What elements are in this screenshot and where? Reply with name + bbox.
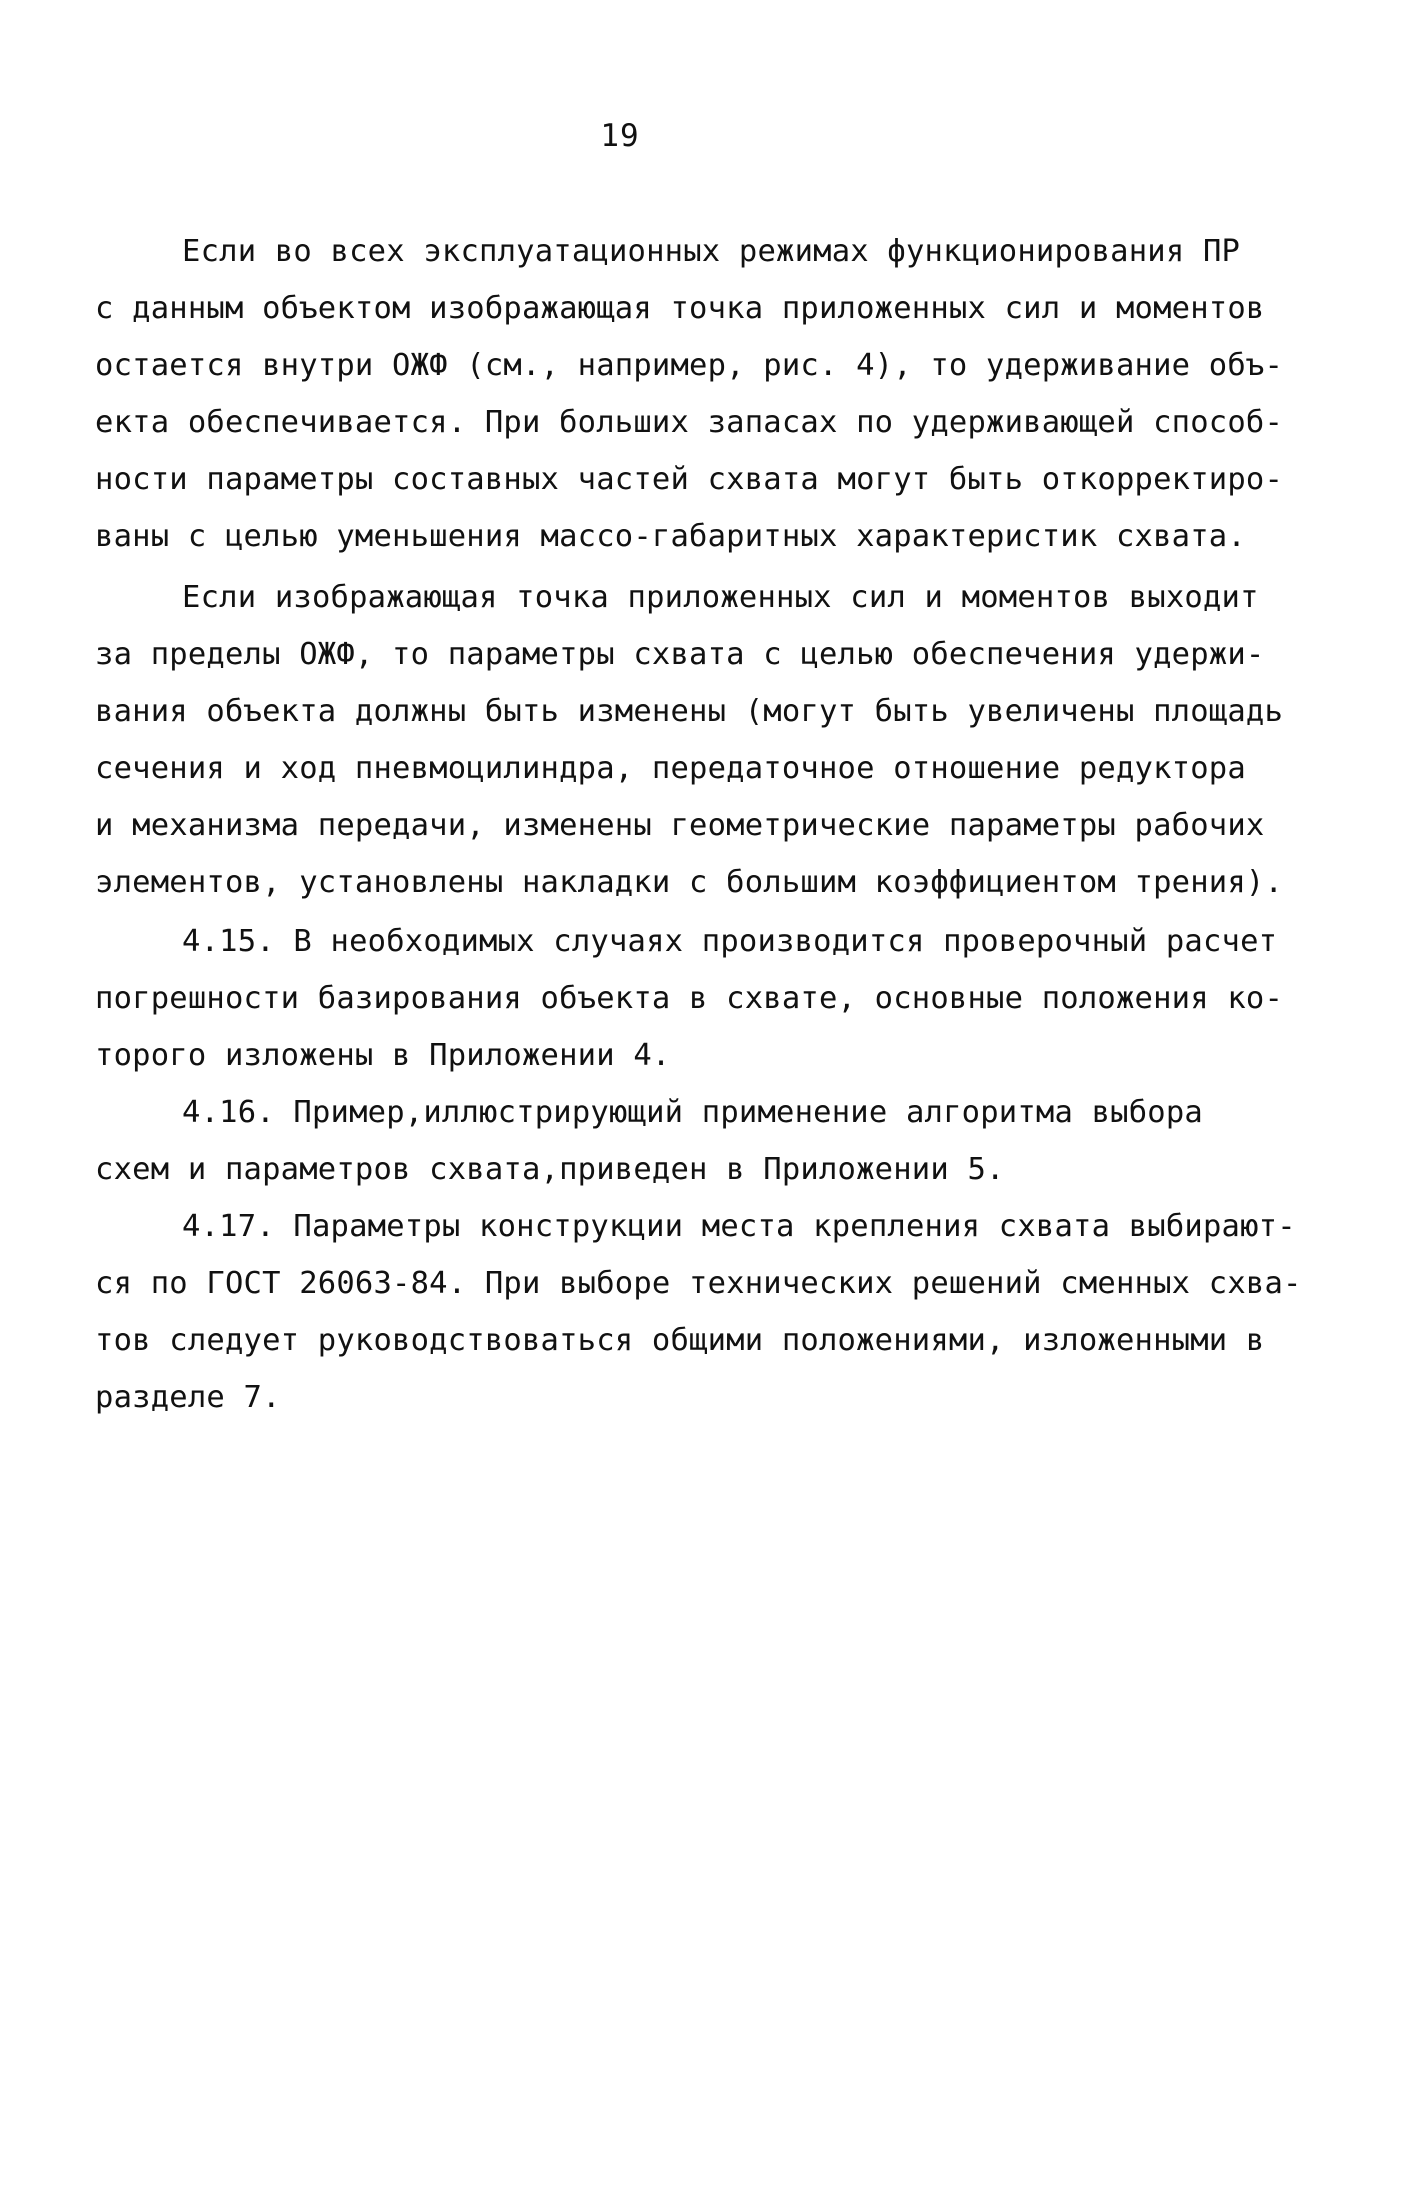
paragraph-2-line-1: Если изображающая точка приложенных сил и моментов выходит [182, 580, 1259, 615]
paragraph-1-line-6: ваны с целью уменьшения массо-габаритных характеристик схвата. [95, 519, 1246, 554]
paragraph-5-line-3: тов следует руководствоваться общими положениями, изложенными в [95, 1323, 1265, 1358]
paragraph-2-line-4: сечения и ход пневмоцилиндра, передаточное отношение редуктора [95, 751, 1246, 786]
page-number: 19 [600, 118, 640, 154]
paragraph-2-line-2: за пределы ОЖФ, то параметры схвата с целью обеспечения удержи- [95, 637, 1265, 672]
paragraph-4-line-2: схем и параметров схвата,приведен в Приложении 5. [95, 1152, 1005, 1187]
paragraph-1-line-3: остается внутри ОЖФ (см., например, рис. 4), то удерживание объ- [95, 348, 1284, 383]
paragraph-3-line-2: погрешности базирования объекта в схвате, основные положения ко- [95, 981, 1284, 1016]
paragraph-5-line-2: ся по ГОСТ 26063-84. При выборе технических решений сменных схва- [95, 1266, 1302, 1301]
paragraph-2-line-5: и механизма передачи, изменены геометрические параметры рабочих [95, 808, 1265, 843]
paragraph-3-line-1: 4.15. В необходимых случаях производится проверочный расчет [182, 924, 1278, 959]
paragraph-2-line-6: элементов, установлены накладки с большим коэффициентом трения). [95, 865, 1284, 900]
paragraph-1-line-4: екта обеспечивается. При больших запасах по удерживающей способ- [95, 405, 1284, 440]
paragraph-1-line-2: с данным объектом изображающая точка приложенных сил и моментов [95, 291, 1265, 326]
paragraph-1-line-5: ности параметры составных частей схвата могут быть откорректиро- [95, 462, 1284, 497]
paragraph-5-line-4: разделе 7. [95, 1380, 281, 1415]
paragraph-4-line-1: 4.16. Пример,иллюстрирующий применение алгоритма выбора [182, 1095, 1203, 1130]
paragraph-5-line-1: 4.17. Параметры конструкции места крепления схвата выбирают- [182, 1209, 1296, 1244]
paragraph-1-line-1: Если во всех эксплуатационных режимах функционирования ПР [182, 234, 1241, 269]
paragraph-3-line-3: торого изложены в Приложении 4. [95, 1038, 671, 1073]
paragraph-2-line-3: вания объекта должны быть изменены (могут быть увеличены площадь [95, 694, 1284, 729]
